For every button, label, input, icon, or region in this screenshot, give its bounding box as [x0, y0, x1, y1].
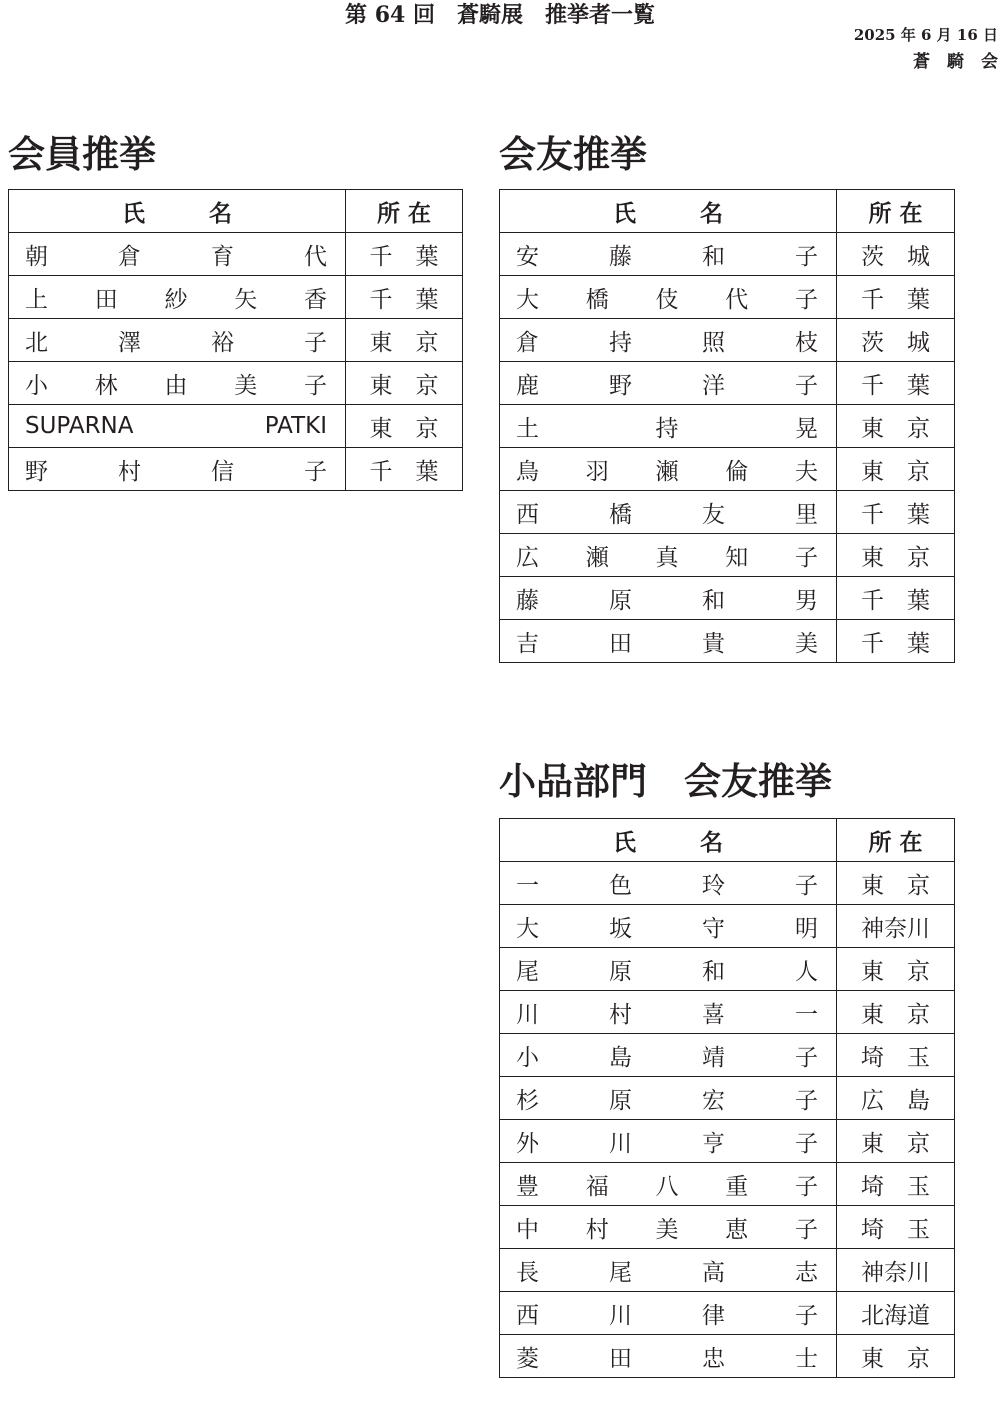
name-part: 子 [795, 286, 818, 313]
name-part: PATKI [264, 413, 327, 439]
name-part: 子 [304, 372, 327, 399]
location-text: 東 京 [861, 1001, 930, 1028]
table-row [500, 1034, 955, 1077]
name-part: 香 [304, 286, 327, 313]
name-characters [516, 953, 818, 986]
name-part: 村 [118, 458, 141, 485]
name-part: 倫 [725, 458, 749, 485]
name-part: 持 [655, 415, 679, 442]
name-part: 野 [609, 372, 632, 399]
location-text: 東 京 [861, 872, 930, 899]
location-text: 広 島 [861, 1087, 930, 1114]
column-header-location: 所 在 [837, 819, 955, 862]
name-part: 尾 [516, 958, 539, 985]
name-part: 裕 [211, 329, 234, 356]
name-characters [25, 453, 327, 486]
location-text: 東 京 [861, 958, 930, 985]
column-header-name [500, 190, 837, 233]
name-part: 原 [609, 587, 632, 614]
name-part: 矢 [234, 286, 258, 313]
name-part: 男 [795, 587, 818, 614]
table-header-row [9, 190, 463, 233]
name-cell [500, 534, 837, 577]
location-cell [837, 1335, 955, 1378]
name-part: 重 [725, 1173, 749, 1200]
table-row [500, 1120, 955, 1163]
name-part: 美 [795, 630, 818, 657]
table-row [500, 319, 955, 362]
location-text: 埼 玉 [861, 1216, 930, 1243]
location-cell [346, 233, 463, 276]
location-text: 東 京 [861, 544, 930, 571]
name-part: 島 [609, 1044, 632, 1071]
name-cell [500, 1206, 837, 1249]
name-part: 代 [304, 243, 327, 270]
name-part: 川 [609, 1130, 632, 1157]
location-text: 千 葉 [369, 286, 439, 313]
document-date: 2025 年 6 月 16 日 [853, 26, 998, 44]
name-part: 倉 [118, 243, 141, 270]
name-cell [500, 577, 837, 620]
name-cell [500, 1120, 837, 1163]
name-part: 村 [585, 1216, 609, 1243]
name-part: 尾 [609, 1259, 632, 1286]
name-part: 宏 [702, 1087, 725, 1114]
column-header-name-char: 氏 [613, 829, 636, 856]
name-part: 田 [609, 630, 632, 657]
location-cell [346, 362, 463, 405]
name-part: 色 [609, 872, 632, 899]
location-cell [837, 362, 955, 405]
name-part: 子 [795, 872, 818, 899]
document-title: 第 64 回 蒼騎展 推挙者一覧 [345, 2, 655, 28]
name-part: 士 [795, 1345, 818, 1372]
name-part: 由 [164, 372, 188, 399]
name-part: 大 [516, 915, 539, 942]
name-part: 外 [516, 1130, 539, 1157]
name-part: 西 [516, 1302, 539, 1329]
name-part: 藤 [516, 587, 539, 614]
table-row [500, 948, 955, 991]
location-text: 東 京 [861, 458, 930, 485]
table-row [500, 577, 955, 620]
name-part: 瀬 [585, 544, 609, 571]
name-part: 代 [725, 286, 749, 313]
name-cell [500, 1163, 837, 1206]
location-cell [837, 862, 955, 905]
name-cell [500, 1034, 837, 1077]
name-part: 美 [655, 1216, 679, 1243]
name-part: 靖 [702, 1044, 725, 1071]
location-cell [837, 233, 955, 276]
name-part: 川 [516, 1001, 539, 1028]
name-characters [516, 367, 818, 400]
name-cell [500, 1077, 837, 1120]
location-cell [837, 1163, 955, 1206]
roster-table-small-works [499, 818, 955, 1378]
name-part: 忠 [702, 1345, 725, 1372]
location-cell [346, 448, 463, 491]
location-cell [837, 905, 955, 948]
name-part: 枝 [795, 329, 818, 356]
name-part: 明 [795, 915, 818, 942]
name-characters [516, 910, 818, 943]
column-header-name [9, 190, 346, 233]
section-heading-small-works: 小品部門 会友推挙 [499, 760, 832, 803]
column-header-name-char: 氏 [122, 200, 145, 227]
name-part: 美 [234, 372, 258, 399]
name-part: 晃 [795, 415, 818, 442]
name-characters [516, 1254, 818, 1287]
location-text: 東 京 [369, 372, 439, 399]
name-part: 玲 [702, 872, 725, 899]
name-part: 西 [516, 501, 539, 528]
name-part: 中 [516, 1216, 539, 1243]
name-characters [516, 453, 818, 486]
location-text: 千 葉 [369, 243, 439, 270]
name-part: 鳥 [516, 458, 539, 485]
name-cell [9, 276, 346, 319]
name-part: 藤 [609, 243, 632, 270]
name-part: 子 [795, 1087, 818, 1114]
location-cell [346, 405, 463, 448]
location-text: 埼 玉 [861, 1173, 930, 1200]
name-part: SUPARNA [25, 413, 134, 439]
location-cell [837, 1077, 955, 1120]
location-cell [837, 948, 955, 991]
table-row [500, 1077, 955, 1120]
location-cell [837, 1292, 955, 1335]
name-part: 田 [94, 286, 118, 313]
table-row [9, 448, 463, 491]
name-characters [516, 1297, 818, 1330]
name-part: 広 [516, 544, 539, 571]
table-body [9, 233, 463, 491]
location-cell [837, 577, 955, 620]
name-part: 原 [609, 1087, 632, 1114]
name-cell [500, 448, 837, 491]
name-part: 小 [25, 372, 48, 399]
location-cell [837, 319, 955, 362]
name-part: 橋 [585, 286, 609, 313]
name-part: 子 [795, 1173, 818, 1200]
section-heading-associate: 会友推挙 [499, 133, 647, 176]
location-text: 千 葉 [861, 630, 930, 657]
name-part: 志 [795, 1259, 818, 1286]
name-part: 豊 [516, 1173, 539, 1200]
name-part: 八 [655, 1173, 679, 1200]
roster-table-member [8, 189, 463, 491]
name-cell [9, 319, 346, 362]
location-cell [346, 319, 463, 362]
table-row [9, 319, 463, 362]
name-part: 一 [795, 1001, 818, 1028]
location-cell [837, 1034, 955, 1077]
table-row [500, 1249, 955, 1292]
table-row [500, 1292, 955, 1335]
name-part: 福 [585, 1173, 609, 1200]
table-row [9, 405, 463, 448]
name-characters [516, 1340, 818, 1373]
name-characters [25, 281, 327, 314]
location-text: 千 葉 [861, 372, 930, 399]
section-heading-member: 会員推挙 [8, 133, 156, 176]
name-part: 知 [725, 544, 749, 571]
name-part: 里 [795, 501, 818, 528]
location-cell [837, 1206, 955, 1249]
table-row [500, 1163, 955, 1206]
name-characters [516, 625, 818, 658]
name-part: 菱 [516, 1345, 539, 1372]
table-row [500, 491, 955, 534]
table-row [500, 276, 955, 319]
name-part: 律 [702, 1302, 725, 1329]
name-part: 紗 [164, 286, 188, 313]
name-characters [516, 582, 818, 615]
name-part: 坂 [609, 915, 632, 942]
location-cell [837, 991, 955, 1034]
table-row [9, 362, 463, 405]
name-part: 育 [211, 243, 234, 270]
location-cell [837, 1120, 955, 1163]
organization-name: 蒼 騎 会 [913, 52, 998, 72]
name-cell [500, 948, 837, 991]
name-characters [516, 1211, 818, 1244]
name-part: 安 [516, 243, 539, 270]
name-part: 和 [702, 243, 725, 270]
table-row [500, 448, 955, 491]
location-text: 東 京 [369, 415, 439, 442]
table-row [500, 862, 955, 905]
column-header-name-char: 氏 [613, 200, 636, 227]
name-cell [500, 233, 837, 276]
name-characters [516, 1168, 818, 1201]
name-part: 子 [795, 1130, 818, 1157]
location-cell [837, 1249, 955, 1292]
name-part: 伎 [655, 286, 679, 313]
name-cell [9, 448, 346, 491]
name-part: 和 [702, 587, 725, 614]
name-part: 鹿 [516, 372, 539, 399]
location-cell [837, 276, 955, 319]
location-cell [837, 491, 955, 534]
location-cell [837, 620, 955, 663]
name-part: 一 [516, 872, 539, 899]
name-part: 上 [25, 286, 48, 313]
name-cell [500, 405, 837, 448]
name-part: 亨 [702, 1130, 725, 1157]
name-characters [516, 1125, 818, 1158]
name-part: 子 [795, 544, 818, 571]
name-part: 和 [702, 958, 725, 985]
name-part: 澤 [118, 329, 141, 356]
name-cell [500, 319, 837, 362]
table-row [500, 1335, 955, 1378]
name-part: 真 [655, 544, 679, 571]
name-part: 喜 [702, 1001, 725, 1028]
name-part: 夫 [795, 458, 818, 485]
name-characters [516, 867, 818, 900]
name-part: 羽 [585, 458, 609, 485]
name-part: 友 [702, 501, 725, 528]
location-text: 北海道 [861, 1302, 930, 1329]
name-part: 杉 [516, 1087, 539, 1114]
name-part: 子 [795, 1216, 818, 1243]
name-part: 長 [516, 1259, 539, 1286]
name-part: 高 [702, 1259, 725, 1286]
name-characters [25, 238, 327, 271]
name-characters [516, 410, 818, 443]
name-part: 恵 [725, 1216, 749, 1243]
column-header-name-char: 名 [700, 200, 723, 227]
name-part: 貴 [702, 630, 725, 657]
location-text: 埼 玉 [861, 1044, 930, 1071]
table-row [500, 1206, 955, 1249]
name-part: 橋 [609, 501, 632, 528]
name-part: 大 [516, 286, 539, 313]
name-characters [25, 413, 327, 439]
name-part: 人 [795, 958, 818, 985]
location-cell [837, 405, 955, 448]
name-part: 吉 [516, 630, 539, 657]
name-part: 村 [609, 1001, 632, 1028]
location-text: 茨 城 [861, 243, 930, 270]
name-cell [500, 1292, 837, 1335]
name-part: 信 [211, 458, 234, 485]
name-characters [516, 238, 818, 271]
name-cell [500, 862, 837, 905]
table-row [9, 233, 463, 276]
name-cell [9, 362, 346, 405]
name-part: 子 [304, 458, 327, 485]
name-characters [516, 539, 818, 572]
table-row [500, 233, 955, 276]
table-row [500, 362, 955, 405]
name-part: 持 [609, 329, 632, 356]
location-text: 神奈川 [861, 1259, 930, 1286]
name-characters [25, 324, 327, 357]
name-cell [500, 276, 837, 319]
name-characters [516, 281, 818, 314]
name-part: 子 [795, 1044, 818, 1071]
name-cell [500, 1249, 837, 1292]
table-row [500, 905, 955, 948]
name-cell [9, 405, 346, 448]
name-part: 子 [795, 1302, 818, 1329]
location-text: 千 葉 [861, 286, 930, 313]
column-header-location: 所 在 [837, 190, 955, 233]
name-part: 洋 [702, 372, 725, 399]
table-header-row [500, 190, 955, 233]
table-row [9, 276, 463, 319]
location-text: 東 京 [369, 329, 439, 356]
column-header-location: 所 在 [346, 190, 463, 233]
location-text: 東 京 [861, 1345, 930, 1372]
name-part: 朝 [25, 243, 48, 270]
location-text: 千 葉 [861, 501, 930, 528]
table-body [500, 862, 955, 1378]
name-part: 田 [609, 1345, 632, 1372]
table-row [500, 620, 955, 663]
column-header-name-char: 名 [700, 829, 723, 856]
name-part: 野 [25, 458, 48, 485]
name-characters [516, 996, 818, 1029]
location-cell [837, 448, 955, 491]
name-characters [516, 324, 818, 357]
location-text: 千 葉 [861, 587, 930, 614]
name-part: 原 [609, 958, 632, 985]
name-part: 小 [516, 1044, 539, 1071]
location-text: 千 葉 [369, 458, 439, 485]
name-cell [500, 1335, 837, 1378]
location-text: 東 京 [861, 415, 930, 442]
name-characters [516, 1082, 818, 1115]
name-part: 子 [795, 243, 818, 270]
name-part: 林 [94, 372, 118, 399]
name-cell [500, 362, 837, 405]
name-cell [500, 991, 837, 1034]
name-cell [9, 233, 346, 276]
roster-table-associate [499, 189, 955, 663]
location-cell [346, 276, 463, 319]
name-characters [516, 1039, 818, 1072]
name-characters [516, 496, 818, 529]
name-part: 川 [609, 1302, 632, 1329]
table-row [500, 405, 955, 448]
name-characters [25, 367, 327, 400]
location-text: 茨 城 [861, 329, 930, 356]
name-cell [500, 620, 837, 663]
name-cell [500, 905, 837, 948]
name-part: 倉 [516, 329, 539, 356]
name-part: 北 [25, 329, 48, 356]
table-row [500, 991, 955, 1034]
table-header-row [500, 819, 955, 862]
column-header-name-char: 名 [209, 200, 232, 227]
name-part: 土 [516, 415, 539, 442]
location-text: 東 京 [861, 1130, 930, 1157]
name-cell [500, 491, 837, 534]
location-text: 神奈川 [861, 915, 930, 942]
name-part: 子 [795, 372, 818, 399]
table-body [500, 233, 955, 663]
name-part: 子 [304, 329, 327, 356]
table-row [500, 534, 955, 577]
name-part: 瀬 [655, 458, 679, 485]
location-cell [837, 534, 955, 577]
name-part: 守 [702, 915, 725, 942]
name-part: 照 [702, 329, 725, 356]
column-header-name [500, 819, 837, 862]
